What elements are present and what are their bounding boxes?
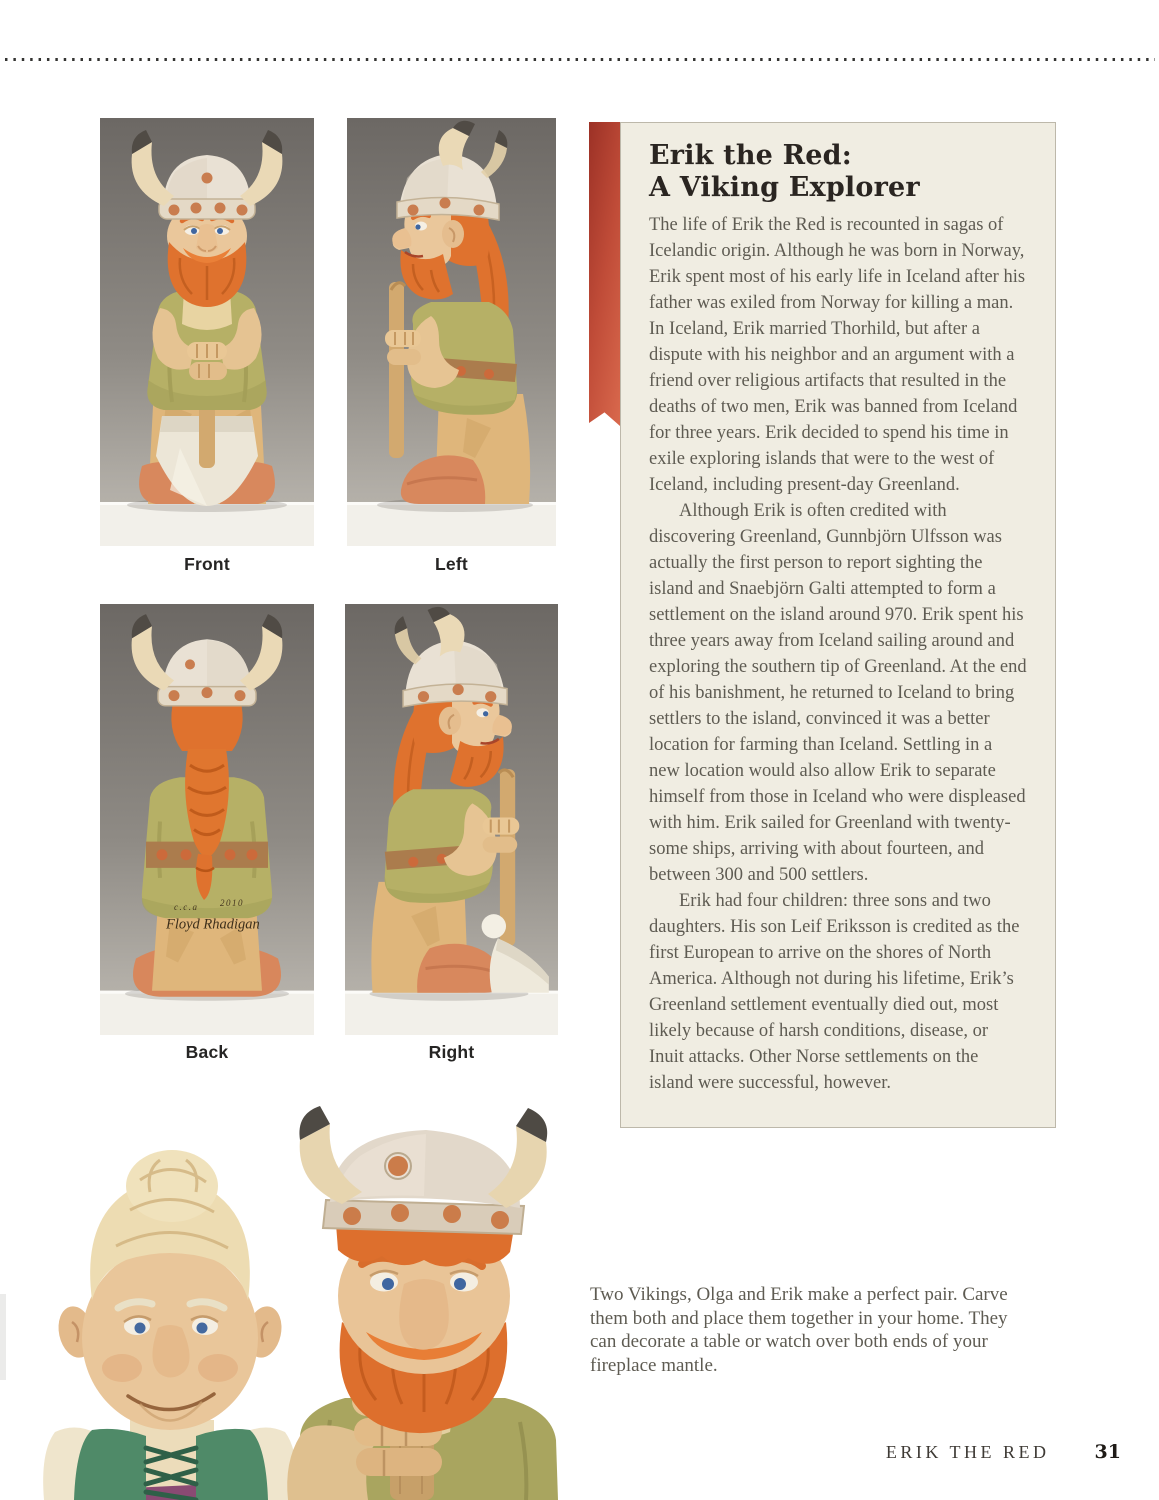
signature-initials: c.c.a <box>174 902 199 913</box>
carving-photo-front <box>100 118 314 546</box>
dotted-top-border <box>5 58 1155 61</box>
sidebar-title <box>649 140 1027 203</box>
sidebar-title-line1: Erik the Red: <box>649 140 852 171</box>
photo-caption: Two Vikings, Olga and Erik make a perfect pair. Carve them both and place them together in your home. They can decorate a table or watch over both ends of your fireplace mantle. <box>590 1284 1008 1376</box>
sidebar-paragraph: Although Erik is often credited with discovering Greenland, Gunnbjörn Ulfsson was actually the first person to report sighting the island and Snaebjörn Galti attempted to form a settlement on the island around 970. Erik spent his three years away from Iceland sailing around and exploring the southern tip of Greenland. At the end of his banishment, he returned to Iceland to bring settlers to the island, convinced it was a better location for farming than Iceland. Settling in a new location would also allow Erik to separate himself from those in Iceland who were displeased with him. Erik sailed for Greenland with twenty-some ships, arriving with about fourteen, and between 300 and 500 settlers. <box>649 501 1027 886</box>
footer-page-number: 31 <box>1094 1441 1121 1463</box>
sidebar-paragraph: Erik had four children: three sons and two daughters. His son Leif Eriksson is credited as the first European to arrive on the shores of North America. Although not during his lifetime, Erik’s Greenland settlement eventually died out, most likely because of harsh conditions, disease, or Inuit attacks. Other Norse settlements on the island were successful, however. <box>649 891 1020 1094</box>
sidebar-title-line2: A Viking Explorer <box>649 171 920 203</box>
photo-label-left: Left <box>435 554 468 574</box>
page-edge-artifact <box>0 1294 6 1380</box>
page-footer <box>886 1441 1121 1463</box>
footer-chapter-title: ERIK THE RED <box>885 1442 1050 1462</box>
sidebar-body <box>649 212 1027 1096</box>
signature-year: 2010 <box>220 898 244 909</box>
sidebar-story-box <box>620 122 1056 1128</box>
photo-label-back: Back <box>185 1042 229 1062</box>
ribbon-bookmark-icon <box>589 122 620 426</box>
carving-photo-right <box>345 604 558 1035</box>
signature-name: Floyd Rhadigan <box>166 916 260 933</box>
sidebar-paragraph: The life of Erik the Red is recounted in sagas of Icelandic origin. Although he was born in Norway, Erik spent most of his early life in Iceland after his father was exiled from Norway for killing a man. In Iceland, Erik married Thorhild, but after a dispute with his neighbor and an argument with a friend over religious artifacts that resulted in the deaths of two men, Erik was banned from Iceland for three years. Erik decided to spend his time in exile exploring islands that were to the west of Iceland, including present-day Greenland. <box>649 215 1026 496</box>
carving-photo-back <box>100 604 314 1035</box>
photo-label-right: Right <box>428 1042 475 1062</box>
carving-photo-left <box>347 118 556 546</box>
photo-label-front: Front <box>184 554 230 574</box>
olga-and-erik-photo <box>0 1100 580 1500</box>
